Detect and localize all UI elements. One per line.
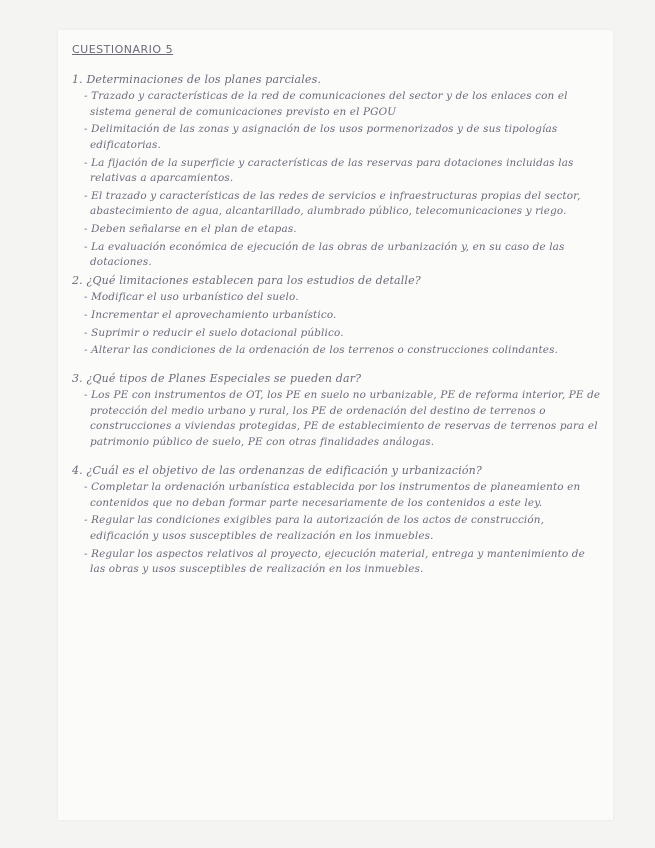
answer-3-1: - Los PE con instrumentos de OT, los PE en suelo no urbanizable, PE de reforma interior, PE de protección del medio urbano y rural, los PE de ordenación del destino de terrenos o construcciones a viviendas protegidas, PE de establecimiento de reservas de terrenos para el patrimonio público de suelo, PE con otras finalidades análogas. <box>84 389 601 449</box>
section-3 <box>72 371 602 451</box>
section-4 <box>72 463 602 578</box>
answer-2-3: - Suprimir o reducir el suelo dotacional público. <box>84 326 344 339</box>
answer-2-4: - Alterar las condiciones de la ordenación de los terrenos o construcciones colindantes. <box>84 344 558 357</box>
answer-2-1: - Modificar el uso urbanístico del suelo. <box>84 291 299 304</box>
page-title: CUESTIONARIO 5 <box>72 43 174 56</box>
answer-4-2: - Regular las condiciones exigibles para la autorización de los actos de construcción, edificación y usos susceptibles de realización en los inmuebles. <box>84 514 545 543</box>
question-4: 4. ¿Cuál es el objetivo de las ordenanzas de edificación y urbanización? <box>72 463 482 477</box>
question-1: 1. Determinaciones de los planes parciales. <box>72 72 322 86</box>
questionnaire <box>72 42 602 580</box>
section-1 <box>72 72 602 271</box>
answer-1-5: - Deben señalarse en el plan de etapas. <box>84 222 297 235</box>
answer-1-4: - El trazado y características de las redes de servicios e infraestructuras propias del sector, abastecimiento de agua, alcantarillado, alumbrado público, telecomunicaciones y riego. <box>84 189 581 218</box>
answer-4-1: - Completar la ordenación urbanística establecida por los instrumentos de planeamiento en contenidos que no deban formar parte necesariamente de los contenidos a este ley. <box>84 481 581 509</box>
answer-4-3: - Regular los aspectos relativos al proyecto, ejecución material, entrega y mantenimiento de las obras y usos susceptibles de realización en los inmuebles. <box>84 547 585 576</box>
answer-1-2: - Delimitación de las zonas y asignación de los usos pormenorizados y de sus tipologías edificatorias. <box>84 123 558 151</box>
spacer <box>72 361 602 371</box>
answer-1-6: - La evaluación económica de ejecución de las obras de urbanización y, en su caso de las dotaciones. <box>84 240 565 269</box>
spacer <box>72 453 602 463</box>
question-3: 3. ¿Qué tipos de Planes Especiales se pueden dar? <box>72 371 362 385</box>
answer-1-1: - Trazado y características de la red de comunicaciones del sector y de los enlaces con el sistema general de comunicaciones previsto en el PGOU <box>84 90 568 118</box>
answer-1-3: - La fijación de la superficie y características de las reservas para dotaciones incluidas las relativas a aparcamientos. <box>84 156 574 185</box>
question-2: 2. ¿Qué limitaciones establecen para los estudios de detalle? <box>72 273 421 287</box>
answer-2-2: - Incrementar el aprovechamiento urbanístico. <box>84 308 337 321</box>
section-2 <box>72 273 602 359</box>
